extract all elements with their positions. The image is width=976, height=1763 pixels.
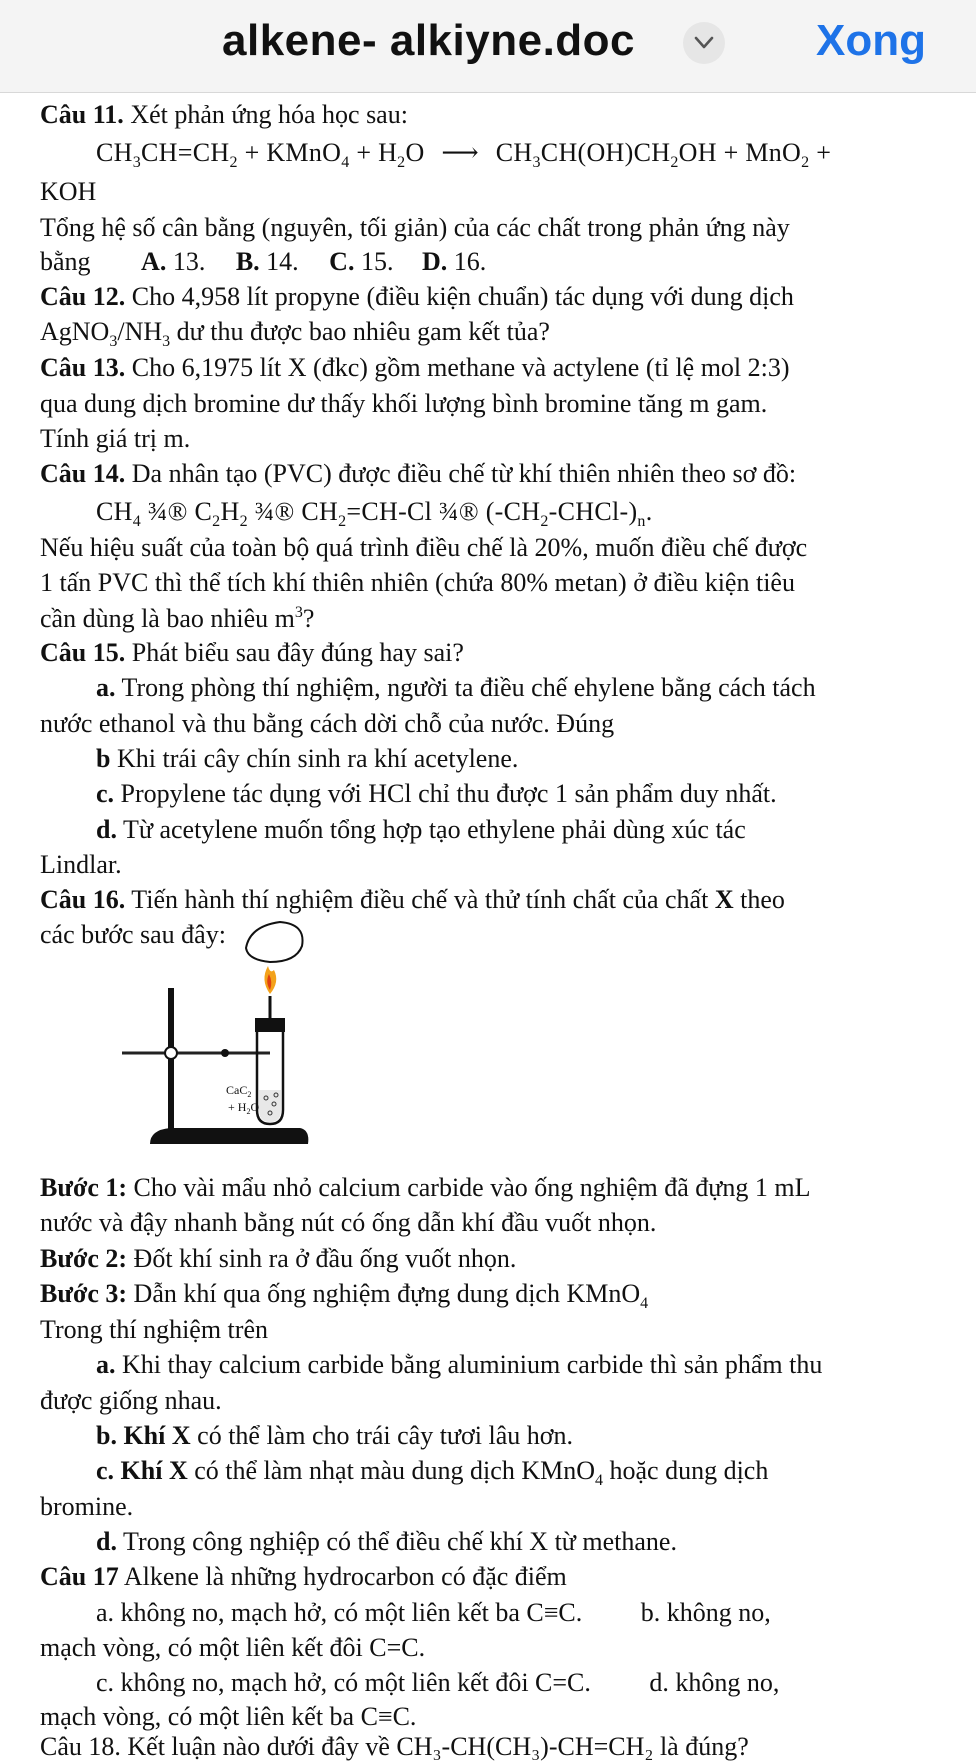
q17-line: Câu 17 Alkene là những hydrocarbon có đặc điểm	[40, 1562, 567, 1591]
apparatus-figure	[110, 918, 310, 1150]
document-title[interactable]: alkene- alkiyne.doc	[222, 16, 636, 65]
svg-text:CaC2: CaC$_2$	[226, 1083, 252, 1099]
q17-c: c. không no, mạch hở, có một liên kết đôi C=C. d. không no,	[96, 1668, 780, 1697]
q16-step1-line2: nước và đậy nhanh bằng nút có ống dẫn khí đầu vuốt nhọn.	[40, 1208, 657, 1237]
reaction-arrow-icon: ⟶	[441, 138, 479, 167]
q14-line4: cần dùng là bao nhiêu $m^3$?	[40, 604, 315, 633]
top-bar	[0, 0, 976, 93]
q13-line3: Tính giá trị m.	[40, 424, 191, 453]
q16-a: a. Khi thay calcium carbide bằng aluminium carbide thì sản phẩm thu	[96, 1350, 823, 1379]
q16-a-line2: được giống nhau.	[40, 1386, 222, 1415]
q11-koh: KOH	[40, 177, 97, 206]
q11-label: Câu 11.	[40, 100, 124, 129]
q16-step3: Bước 3: Dẫn khí qua ống nghiệm đựng dung dịch KMnO$_4$	[40, 1279, 649, 1312]
q11-line: Câu 11. Xét phản ứng hóa học sau:	[40, 100, 408, 129]
figure-label-cac2: CaC	[226, 1083, 248, 1097]
q13-line: Câu 13. Cho 6,1975 lít X (đkc) gồm methane và actylene (tỉ lệ mol 2:3)	[40, 353, 790, 382]
figure-label-h2o: + H	[228, 1100, 247, 1114]
q16-step2: Bước 2: Đốt khí sinh ra ở đầu ống vuốt nhọn.	[40, 1244, 517, 1273]
q15-a-line2: nước ethanol và thu bằng cách dời chỗ của nước. Đúng	[40, 709, 615, 738]
q14-line3: 1 tấn PVC thì thể tích khí thiên nhiên (chứa 80% metan) ở điều kiện tiêu	[40, 568, 795, 597]
q15-c: c. Propylene tác dụng với HCl chỉ thu được 1 sản phẩm duy nhất.	[96, 779, 777, 808]
q16-line: Câu 16. Tiến hành thí nghiệm điều chế và thử tính chất của chất X theo	[40, 885, 785, 914]
q15-a: a. Trong phòng thí nghiệm, người ta điều chế ehylene bằng cách tách	[96, 673, 816, 702]
q14-scheme: $CH_4$ ¾® $C_2H_2$ ¾® $CH_2=CH-Cl$ ¾® $(-CH_2-CHCl-)_n$.	[96, 497, 653, 530]
q11-options: bằng A. 13. B. 14. C. 15. D. 16.	[40, 247, 487, 276]
clamp-knob	[221, 1049, 229, 1057]
chevron-down-icon	[694, 36, 714, 50]
q16-step1: Bước 1: Cho vài mẩu nhỏ calcium carbide vào ống nghiệm đã đựng 1 mL	[40, 1173, 811, 1202]
stopper	[255, 1018, 285, 1032]
q15-d: d. Từ acetylene muốn tổng hợp tạo ethylene phải dùng xúc tác	[96, 815, 746, 844]
q14-line: Câu 14. Da nhân tạo (PVC) được điều chế từ khí thiên nhiên theo sơ đồ:	[40, 459, 797, 488]
q14-line2: Nếu hiệu suất của toàn bộ quá trình điều chế là 20%, muốn điều chế được	[40, 533, 808, 562]
q17-d-line2: mạch vòng, có một liên kết ba C≡C.	[40, 1702, 417, 1731]
svg-text:+ H2O: + $H_2O$	[228, 1100, 260, 1116]
beaker-icon	[246, 922, 303, 962]
q15-line: Câu 15. Phát biểu sau đây đúng hay sai?	[40, 638, 464, 667]
q12-line: Câu 12. Cho 4,958 lít propyne (điều kiện chuẩn) tác dụng với dung dịch	[40, 282, 794, 311]
q12-line2: $AgNO_3/NH_3$ dư thu được bao nhiêu gam kết tủa?	[40, 317, 550, 350]
q13-line2: qua dung dịch bromine dư thấy khối lượng bình bromine tăng m gam.	[40, 389, 768, 418]
q15-d-line2: Lindlar.	[40, 850, 122, 879]
q16-c: c. Khí X có thể làm nhạt màu dung dịch KMnO$_4$ hoặc dung dịch	[96, 1456, 769, 1489]
clamp-joint	[165, 1047, 177, 1059]
q17-b-line2: mạch vòng, có một liên kết đôi C=C.	[40, 1633, 426, 1662]
q11-equation: $CH_3CH=CH_2$ + KMnO$_4$ + $H_2O$ ⟶ $CH_3CH(OH)CH_2OH + MnO_2$ +	[96, 138, 832, 171]
q16-intro: Trong thí nghiệm trên	[40, 1315, 268, 1344]
stand-rod	[168, 988, 174, 1133]
cut-off-line: Câu 18. Kết luận nào dưới đây về CH₃-CH(CH₃)-CH=CH₂ là đúng?	[40, 1732, 749, 1761]
q16-b: b. Khí X có thể làm cho trái cây tươi lâu hơn.	[96, 1421, 574, 1450]
done-button[interactable]: Xong	[816, 16, 926, 65]
q16-d: d. Trong công nghiệp có thể điều chế khí X từ methane.	[96, 1527, 677, 1556]
q16-c-line2: bromine.	[40, 1492, 134, 1521]
q11-text-line2: Tổng hệ số cân bằng (nguyên, tối giản) của các chất trong phản ứng này	[40, 213, 790, 242]
title-dropdown-button[interactable]	[683, 22, 725, 64]
q17-a: a. không no, mạch hở, có một liên kết ba C≡C. b. không no,	[96, 1598, 771, 1627]
q15-b: b Khi trái cây chín sinh ra khí acetylene.	[96, 744, 519, 773]
q16-line2: các bước sau đây:	[40, 920, 226, 949]
